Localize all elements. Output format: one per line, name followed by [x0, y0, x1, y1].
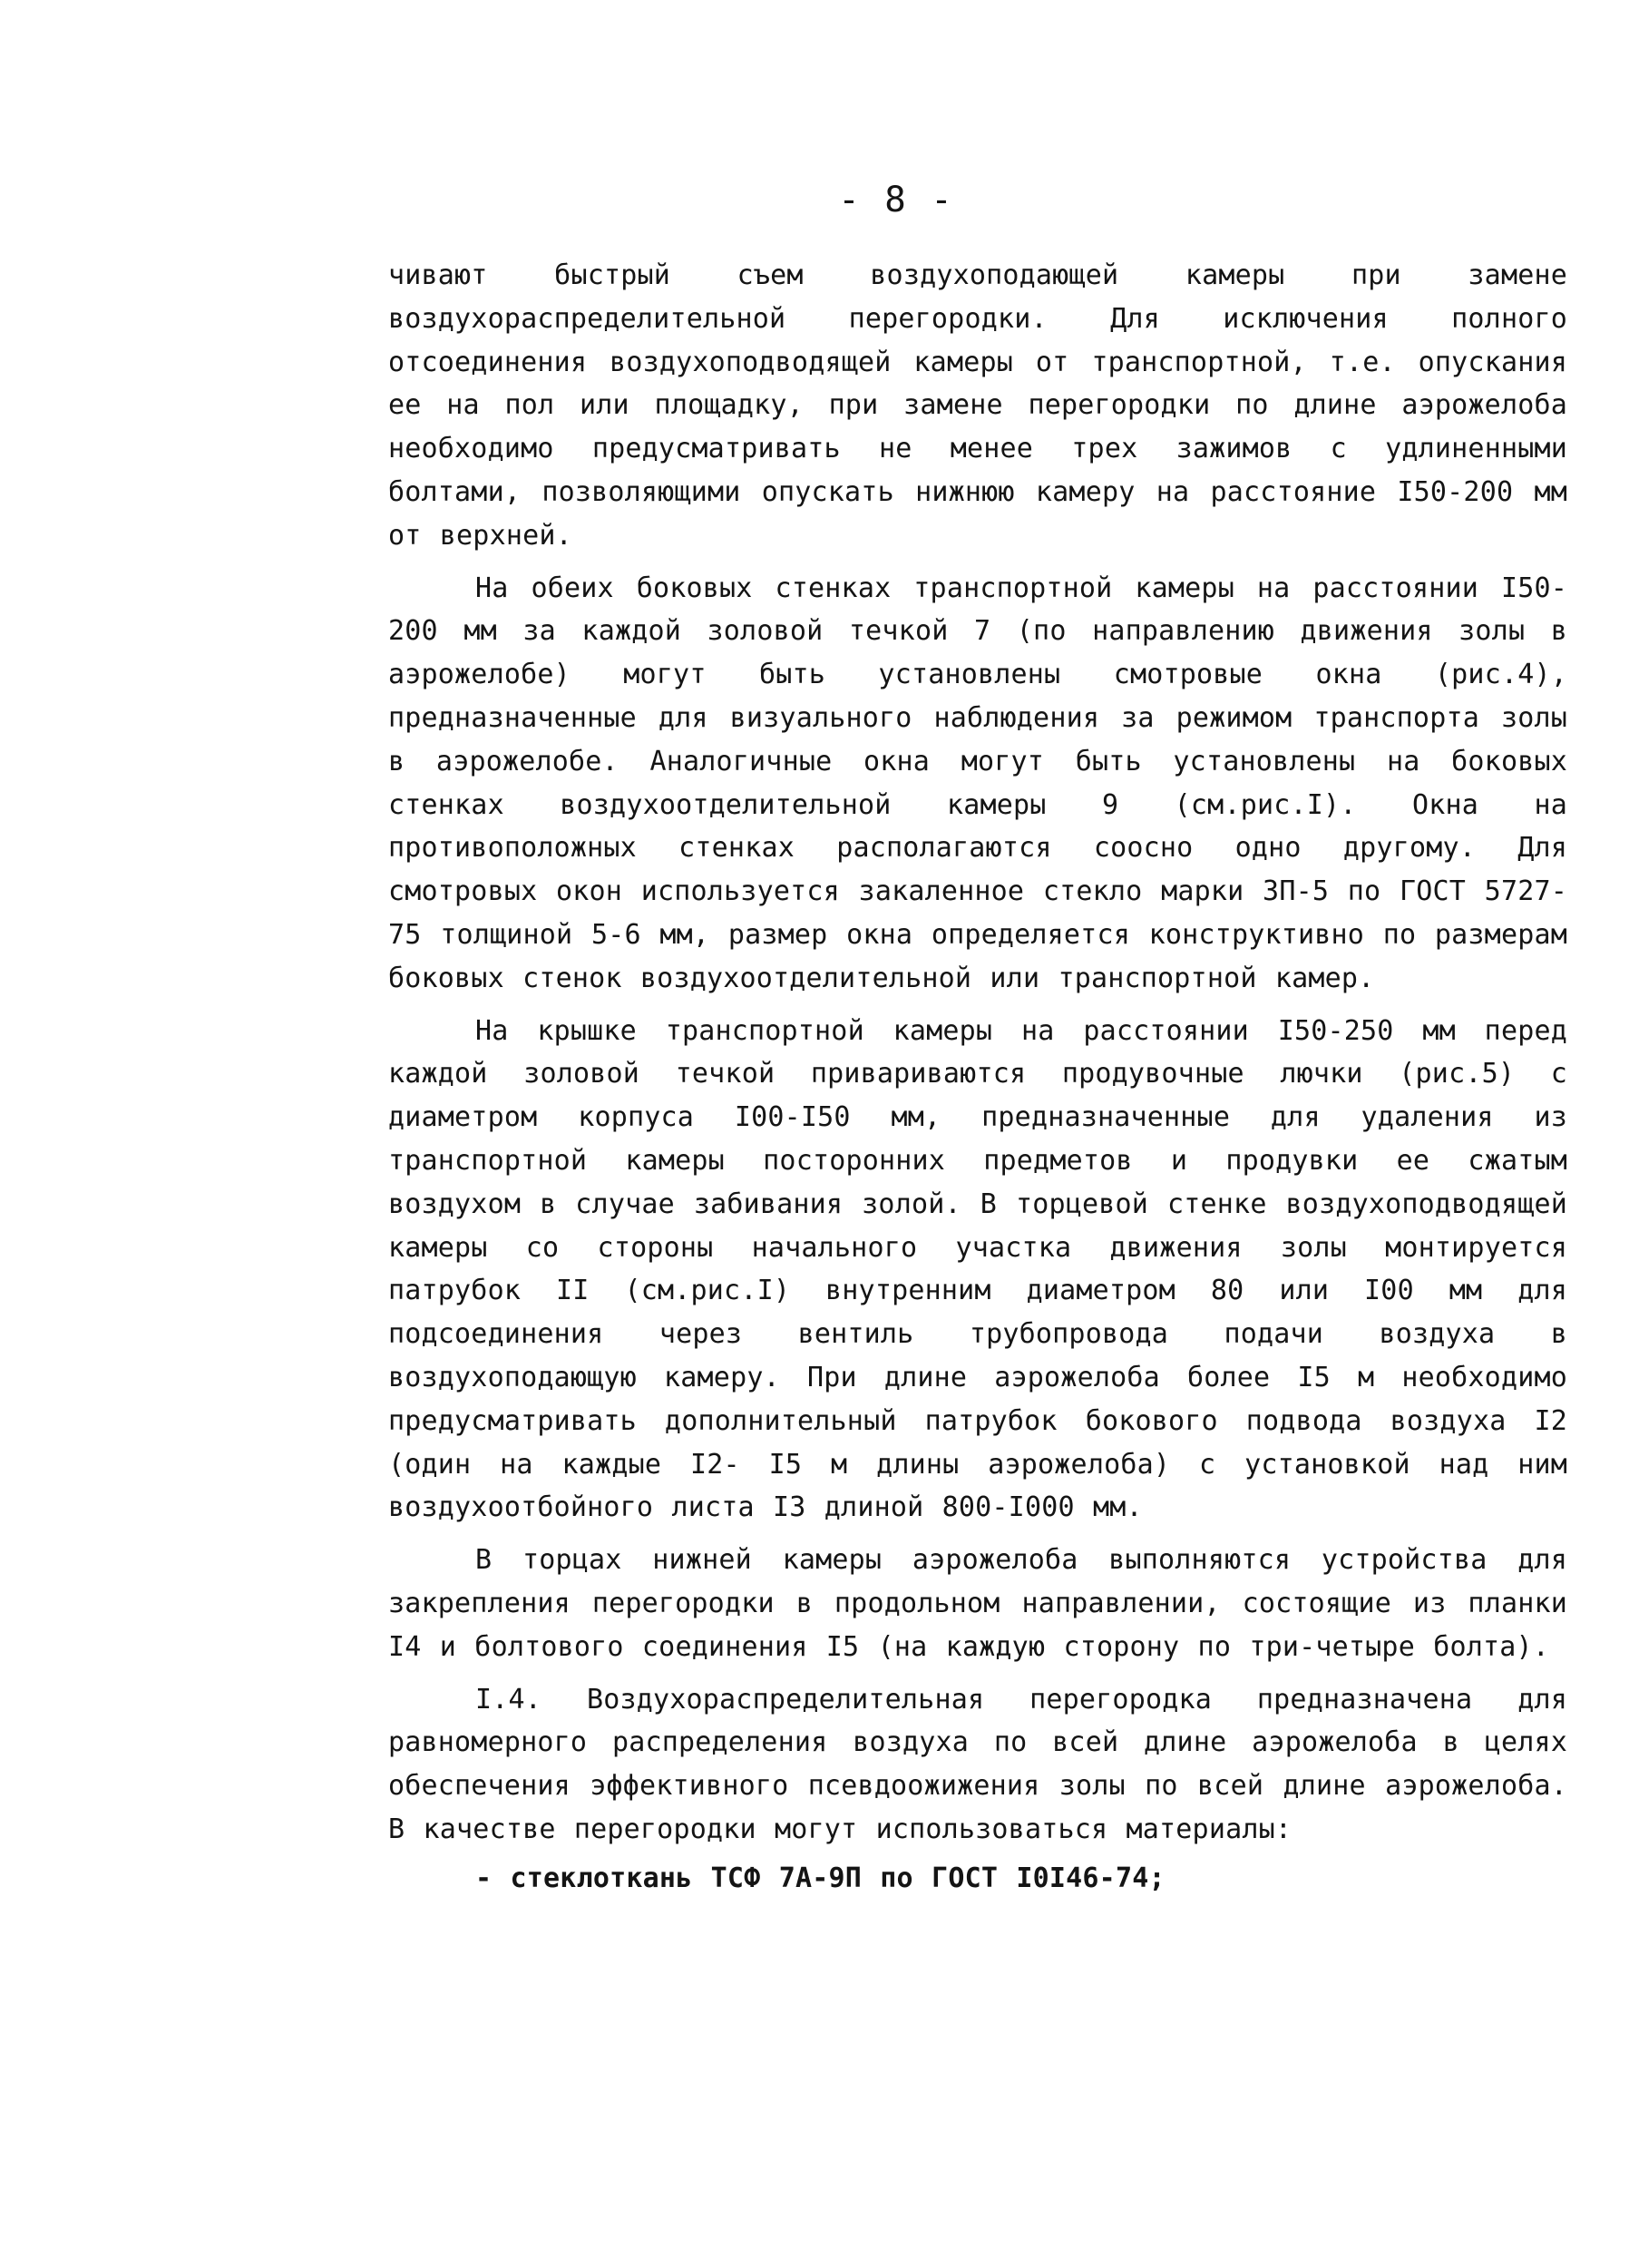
- paragraph-inspection-windows: На обеих боковых стенках транспортной камеры на расстоянии I50-200 мм за каждой золовой течкой 7 (по направлению движения золы в аэрожелобе) могут быть установлены смотровые окна (рис.4), предназначенные для визуального наблюдения за режимом транспорта золы в аэрожелобе. Аналогичные окна могут быть установлены на боковых стенках воздухоотделительной камеры 9 (см.рис.I). Окна на противоположных стенках располагаются соосно одно другому. Для смотровых окон используется закаленное стекло марки ЗП-5 по ГОСТ 5727-75 толщиной 5-6 мм, размер окна определяется конструктивно по размерам боковых стенок воздухоотделительной или транспортной камер.: [388, 572, 1567, 994]
- paragraph-end-fixing: В торцах нижней камеры аэрожелоба выполняются устройства для закрепления перегородки в продольном направлении, состоящие из планки I4 и болтового соединения I5 (на каждую сторону по три-четыре болта).: [388, 1544, 1567, 1663]
- paragraph-purge-hatches: На крышке транспортной камеры на расстоянии I50-250 мм перед каждой золовой течкой привариваются продувочные лючки (рис.5) с диаметром корпуса I00-I50 мм, предназначенные для удаления из транспортной камеры посторонних предметов и продувки ее сжатым воздухом в случае забивания золой. В торцевой стенке воздухоподводящей камеры со стороны начального участка движения золы монтируется патрубок II (см.рис.I) внутренним диаметром 80 или I00 мм для подсоединения через вентиль трубопровода подачи воздуха в воздухоподающую камеру. При длине аэрожелоба более I5 м необходимо предусматривать дополнительный патрубок бокового подвода воздуха I2 (один на каждые I2- I5 м длины аэрожелоба) с установкой над ним воздухоотбойного листа I3 длиной 800-I000 мм.: [388, 1014, 1567, 1524]
- paragraph-continuation: чивают быстрый съем воздухоподающей камеры при замене воздухораспределительной перегородки. Для исключения полного отсоединения воздухоподводящей камеры от транспортной, т.е. опускания ее на пол или площадку, при замене перегородки по длине аэрожелоба необходимо предусматривать не менее трех зажимов с удлиненными болтами, позволяющими опускать нижнюю камеру на расстояние I50-200 мм от верхней.: [388, 259, 1567, 552]
- document-body: [388, 254, 1567, 1909]
- page-number: - 8 -: [838, 180, 954, 220]
- materials-list-item: - стеклоткань ТСФ 7А-9П по ГОСТ I0I46-74;: [475, 1862, 1166, 1894]
- paragraph-section-1-4: I.4. Воздухораспределительная перегородка предназначена для равномерного распределения воздуха по всей длине аэрожелоба в целях обеспечения эффективного псевдоожижения золы по всей длине аэрожелоба. В качестве перегородки могут использоваться материалы:: [388, 1683, 1567, 1845]
